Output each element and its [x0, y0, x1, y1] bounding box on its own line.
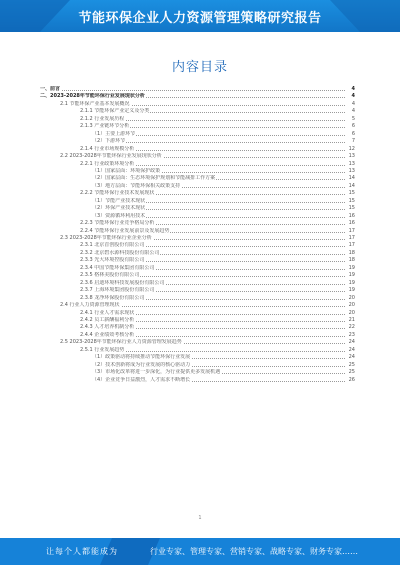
toc-entry-label: 2.4.4 企业绩效考核分析	[80, 331, 135, 338]
toc-entry-label: 2.2.2 节能环保行业技术发展现状	[80, 190, 155, 197]
toc-entry-page: 4	[345, 108, 355, 114]
toc-entry[interactable]	[0, 354, 400, 360]
toc-entry-label: 2.3.1 北京首创股份有限公司	[80, 242, 145, 249]
toc-entry[interactable]	[0, 146, 400, 152]
toc-entry-label: 2.1 节能环保产业基本发展概况	[60, 100, 130, 107]
toc-entry[interactable]	[0, 101, 400, 107]
toc-entry[interactable]	[0, 302, 400, 308]
toc-entry[interactable]	[0, 332, 400, 338]
toc-entry-page: 13	[345, 153, 355, 159]
toc-entry-page: 15	[345, 205, 355, 211]
toc-entry[interactable]	[0, 295, 400, 301]
toc-entry-page: 24	[345, 354, 355, 360]
toc-entry-page: 24	[345, 339, 355, 345]
toc-entry[interactable]	[0, 324, 400, 330]
toc-entry[interactable]	[0, 116, 400, 122]
toc-entry[interactable]	[0, 161, 400, 167]
toc-entry-page: 19	[345, 287, 355, 293]
toc-entry-page: 19	[345, 265, 355, 271]
toc-entry-label: 2.3.3 光大环境控股有限公司	[80, 257, 145, 264]
toc-entry-label: 2.4 行业人力资源管理现状	[60, 302, 120, 309]
toc-entry-label: （3）市场化改革将进一步深化，为行业提供更多发展机遇	[92, 369, 221, 376]
toc-entry-page: 4	[345, 93, 355, 99]
footer-slogan: 让每个人都能成为	[46, 547, 118, 556]
toc-entry[interactable]	[0, 198, 400, 204]
toc-entry-page: 21	[345, 317, 355, 323]
toc-entry-label: 2.2 2023-2028年节能环保行业发展现状分析	[60, 153, 162, 160]
toc-entry-page: 18	[345, 250, 355, 256]
toc-entry[interactable]	[0, 205, 400, 211]
toc-entry-page: 25	[345, 362, 355, 368]
toc-entry[interactable]	[0, 317, 400, 323]
toc-entry-page: 15	[345, 198, 355, 204]
toc-entry[interactable]	[0, 310, 400, 316]
toc-entry-label: （2）下游环节	[92, 138, 126, 145]
toc-entry-label: 2.2.4 节能环保行业发展前景及发展趋势	[80, 227, 170, 234]
toc-entry[interactable]	[0, 213, 400, 219]
toc-entry-label: 2.3.7 上海环境集团股份有限公司	[80, 287, 155, 294]
footer-expert-list: 行业专家、管理专家、营销专家、战略专家、财务专家……	[150, 547, 358, 556]
toc-entry[interactable]	[0, 272, 400, 278]
toc-entry[interactable]	[0, 153, 400, 159]
toc-entry-label: 2.2.3 节能环保行业竞争格局分析	[80, 220, 155, 227]
toc-entry-label: 2.3.6 启迪环境科技发展股份有限公司	[80, 279, 165, 286]
toc-entry-page: 22	[345, 324, 355, 330]
toc-entry-page: 14	[345, 183, 355, 189]
toc-entry-page: 13	[345, 168, 355, 174]
toc-entry-label: （2）国家层面：生态环境保护规划和节能减排工作方案	[92, 175, 216, 182]
header-banner	[0, 0, 400, 32]
toc-entry-page: 19	[345, 280, 355, 286]
toc-entry-label: 一、前言	[40, 86, 61, 92]
toc-entry-label: 2.3.4 中国节能环保集团有限公司	[80, 264, 155, 271]
toc-entry[interactable]	[0, 175, 400, 181]
toc-entry[interactable]	[0, 86, 400, 92]
toc-entry-page: 17	[345, 228, 355, 234]
toc-leader-dots	[40, 90, 345, 91]
toc-entry-page: 20	[345, 295, 355, 301]
toc-entry-page: 25	[345, 369, 355, 375]
toc-entry-label: （1）主要上游环节	[92, 130, 136, 137]
toc-entry-page: 13	[345, 161, 355, 167]
toc-entry[interactable]	[0, 287, 400, 293]
toc-entry-label: 2.4.3 人才培养机制分析	[80, 324, 135, 331]
toc-entry-page: 12	[345, 146, 355, 152]
toc-entry-label: 2.1.1 节能环保产业定义及分类	[80, 108, 150, 115]
toc-entry-label: （4）企业竞争日益激烈，人才需求不断增长	[92, 376, 191, 383]
toc-entry[interactable]	[0, 183, 400, 189]
toc-entry-page: 6	[345, 123, 355, 129]
toc-entry[interactable]	[0, 220, 400, 226]
toc-entry-label: （3）资源循环利用技术	[92, 212, 146, 219]
toc-entry-label: 2.4.1 行业人才需求现状	[80, 309, 135, 316]
page-number: 1	[198, 515, 202, 521]
toc-entry[interactable]	[0, 93, 400, 99]
toc-entry[interactable]	[0, 250, 400, 256]
toc-entry[interactable]	[0, 257, 400, 263]
toc-entry-page: 6	[345, 131, 355, 137]
toc-entry-label: 二、2023-2028年节能环保行业发展现状分析	[40, 93, 145, 100]
toc-entry[interactable]	[0, 362, 400, 368]
toc-entry-label: 2.1.4 行业市场规模分析	[80, 145, 135, 152]
toc-entry-label: （1）节能产业技术现状	[92, 197, 146, 204]
toc-entry-page: 23	[345, 332, 355, 338]
report-title: 节能环保企业人力资源管理策略研究报告	[78, 11, 322, 26]
toc-entry[interactable]	[0, 138, 400, 144]
toc-entry-label: 2.5.1 行业发展趋势	[80, 346, 125, 353]
toc-entry-page: 16	[345, 213, 355, 219]
toc-entry[interactable]	[0, 168, 400, 174]
toc-entry[interactable]	[0, 131, 400, 137]
toc-entry-page: 18	[345, 257, 355, 263]
toc-entry-label: （2）环保产业技术现状	[92, 205, 146, 212]
toc-entry[interactable]	[0, 377, 400, 383]
footer-banner	[0, 538, 400, 565]
toc-entry-label: 2.2.1 行业政策环境分析	[80, 160, 135, 167]
toc-entry-page: 15	[345, 190, 355, 196]
toc-entry[interactable]	[0, 242, 400, 248]
toc-entry-label: 2.1.2 行业发展历程	[80, 115, 125, 122]
toc-entry[interactable]	[0, 228, 400, 234]
toc-entry[interactable]	[0, 235, 400, 241]
toc-entry-label: 2.3.8 龙净环保股份有限公司	[80, 294, 145, 301]
toc-heading: 内容目录	[171, 60, 228, 75]
toc-entry-label: 2.4.2 员工薪酬福利分析	[80, 316, 135, 323]
toc-leader-dots	[92, 142, 345, 143]
toc-entry[interactable]	[0, 123, 400, 129]
toc-entry-label: 2.3.2 北京碧水源科技股份有限公司	[80, 249, 160, 256]
toc-entry-page: 4	[345, 86, 355, 92]
toc-entry-page: 20	[345, 310, 355, 316]
toc-entry-page: 26	[345, 377, 355, 383]
toc-entry-page: 20	[345, 302, 355, 308]
toc-entry[interactable]	[0, 190, 400, 196]
toc-entry-label: （1）政策驱动将持续推动节能环保行业发展	[92, 354, 191, 361]
toc-entry-page: 7	[345, 138, 355, 144]
toc-entry[interactable]	[0, 339, 400, 345]
toc-entry[interactable]	[0, 108, 400, 114]
toc-entry-label: （3）地方层面：节能环保相关政策支持	[92, 182, 181, 189]
toc-entry-label: 2.1.3 产业链环节分析	[80, 123, 130, 130]
toc-entry-page: 14	[345, 175, 355, 181]
toc-entry[interactable]	[0, 280, 400, 286]
toc-entry-page: 4	[345, 101, 355, 107]
toc-entry[interactable]	[0, 347, 400, 353]
toc-entry-page: 5	[345, 116, 355, 122]
toc-entry-label: 2.5 2023-2028年节能环保行业人力资源管理发展趋势	[60, 339, 182, 346]
toc-entry-page: 17	[345, 235, 355, 241]
toc-entry[interactable]	[0, 369, 400, 375]
toc-entry-page: 16	[345, 220, 355, 226]
toc-entry-label: （2）技术创新将成为行业发展的核心驱动力	[92, 361, 191, 368]
toc-entry-label: 2.3 2023-2028年节能环保行业企业分析	[60, 235, 152, 241]
toc-entry-page: 24	[345, 347, 355, 353]
toc-entry[interactable]	[0, 265, 400, 271]
toc-entry-page: 19	[345, 272, 355, 278]
toc-entry-label: （1）国家层面：环境保护政策	[92, 167, 161, 174]
toc-entry-label: 2.3.5 格林美股份有限公司	[80, 272, 140, 279]
toc-entry-page: 17	[345, 242, 355, 248]
